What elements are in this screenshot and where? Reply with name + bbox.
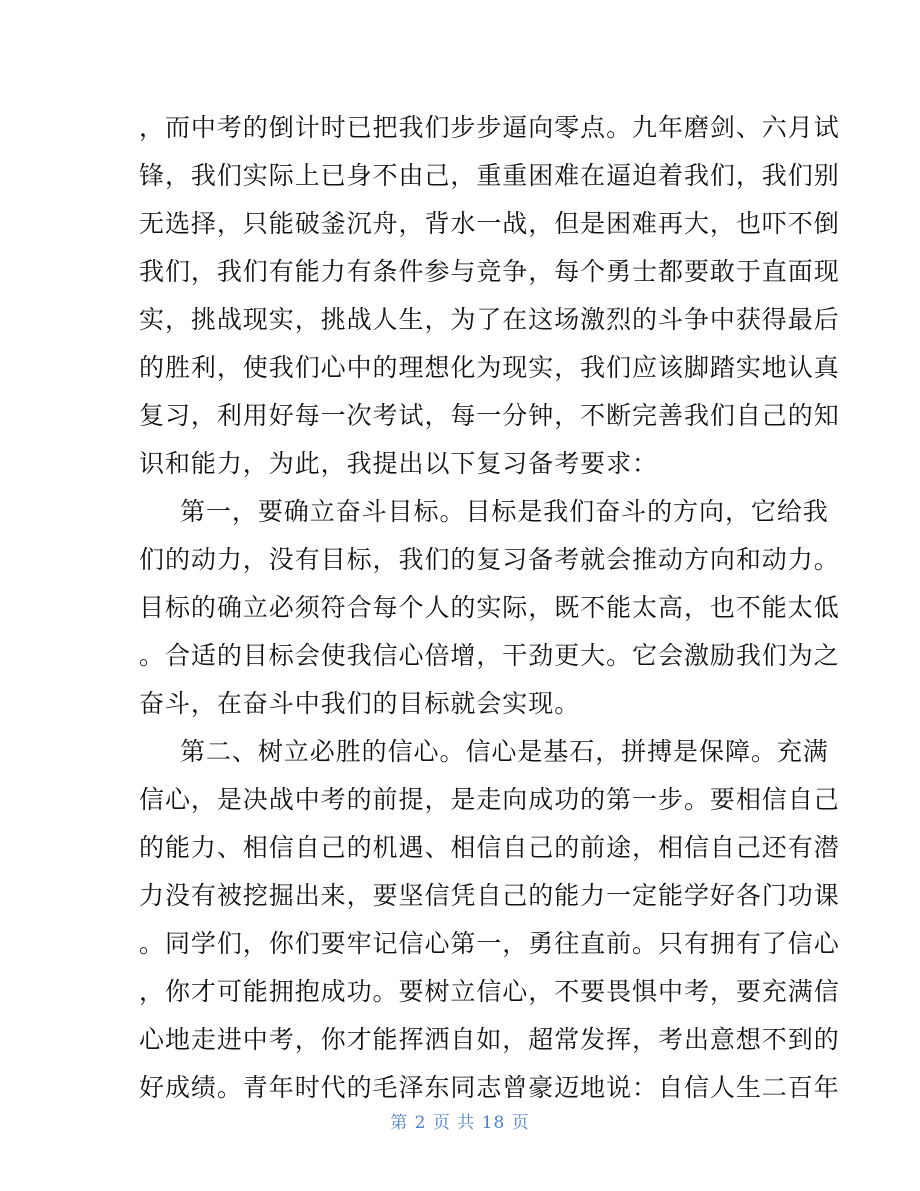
page-number-footer: 第 2 页 共 18 页 <box>390 1113 530 1133</box>
text-line-4: 我们，我们有能力有条件参与竞争，每个勇士都要敢于直面现 <box>139 257 840 286</box>
text-line-2: 锋，我们实际上已身不由己，重重困难在逼迫着我们，我们别 <box>139 161 840 190</box>
text-line-5: 实，挑战现实，挑战人生，为了在这场激烈的斗争中获得最后 <box>139 305 840 334</box>
text-line-20: 心地走进中考，你才能挥洒自如，超常发挥，考出意想不到的 <box>139 1025 840 1054</box>
text-line-19: ，你才可能拥抱成功。要树立信心，不要畏惧中考，要充满信 <box>139 977 840 1006</box>
text-line-7: 复习，利用好每一次考试，每一分钟，不断完善我们自己的知 <box>139 401 840 430</box>
text-line-18: 。同学们，你们要牢记信心第一，勇往直前。只有拥有了信心 <box>139 929 840 958</box>
text-line-8: 识和能力，为此，我提出以下复习备考要求： <box>139 449 659 478</box>
text-line-17: 力没有被挖掘出来，要坚信凭自己的能力一定能学好各门功课 <box>139 881 840 910</box>
text-line-15: 信心，是决战中考的前提，是走向成功的第一步。要相信自己 <box>139 785 840 814</box>
paragraph-1-start: 第一，要确立奋斗目标。目标是我们奋斗的方向，它给我 <box>180 497 829 526</box>
text-line-11: 目标的确立必须符合每个人的实际，既不能太高，也不能太低 <box>139 593 840 622</box>
paragraph-2-start: 第二、树立必胜的信心。信心是基石，拼搏是保障。充满 <box>180 737 829 766</box>
text-line-10: 们的动力，没有目标，我们的复习备考就会推动方向和动力。 <box>139 545 840 574</box>
text-line-16: 的能力、相信自己的机遇、相信自己的前途，相信自己还有潜 <box>139 833 840 862</box>
text-line-12: 。合适的目标会使我信心倍增，干劲更大。它会激励我们为之 <box>139 641 840 670</box>
text-line-13: 奋斗，在奋斗中我们的目标就会实现。 <box>139 689 581 718</box>
text-line-1: ，而中考的倒计时已把我们步步逼向零点。九年磨剑、六月试 <box>139 113 840 142</box>
text-line-6: 的胜利，使我们心中的理想化为现实，我们应该脚踏实地认真 <box>139 353 840 382</box>
body-text <box>139 104 840 1112</box>
text-line-21: 好成绩。青年时代的毛泽东同志曾豪迈地说：自信人生二百年 <box>139 1073 840 1102</box>
text-line-3: 无选择，只能破釜沉舟，背水一战，但是困难再大，也吓不倒 <box>139 209 840 238</box>
